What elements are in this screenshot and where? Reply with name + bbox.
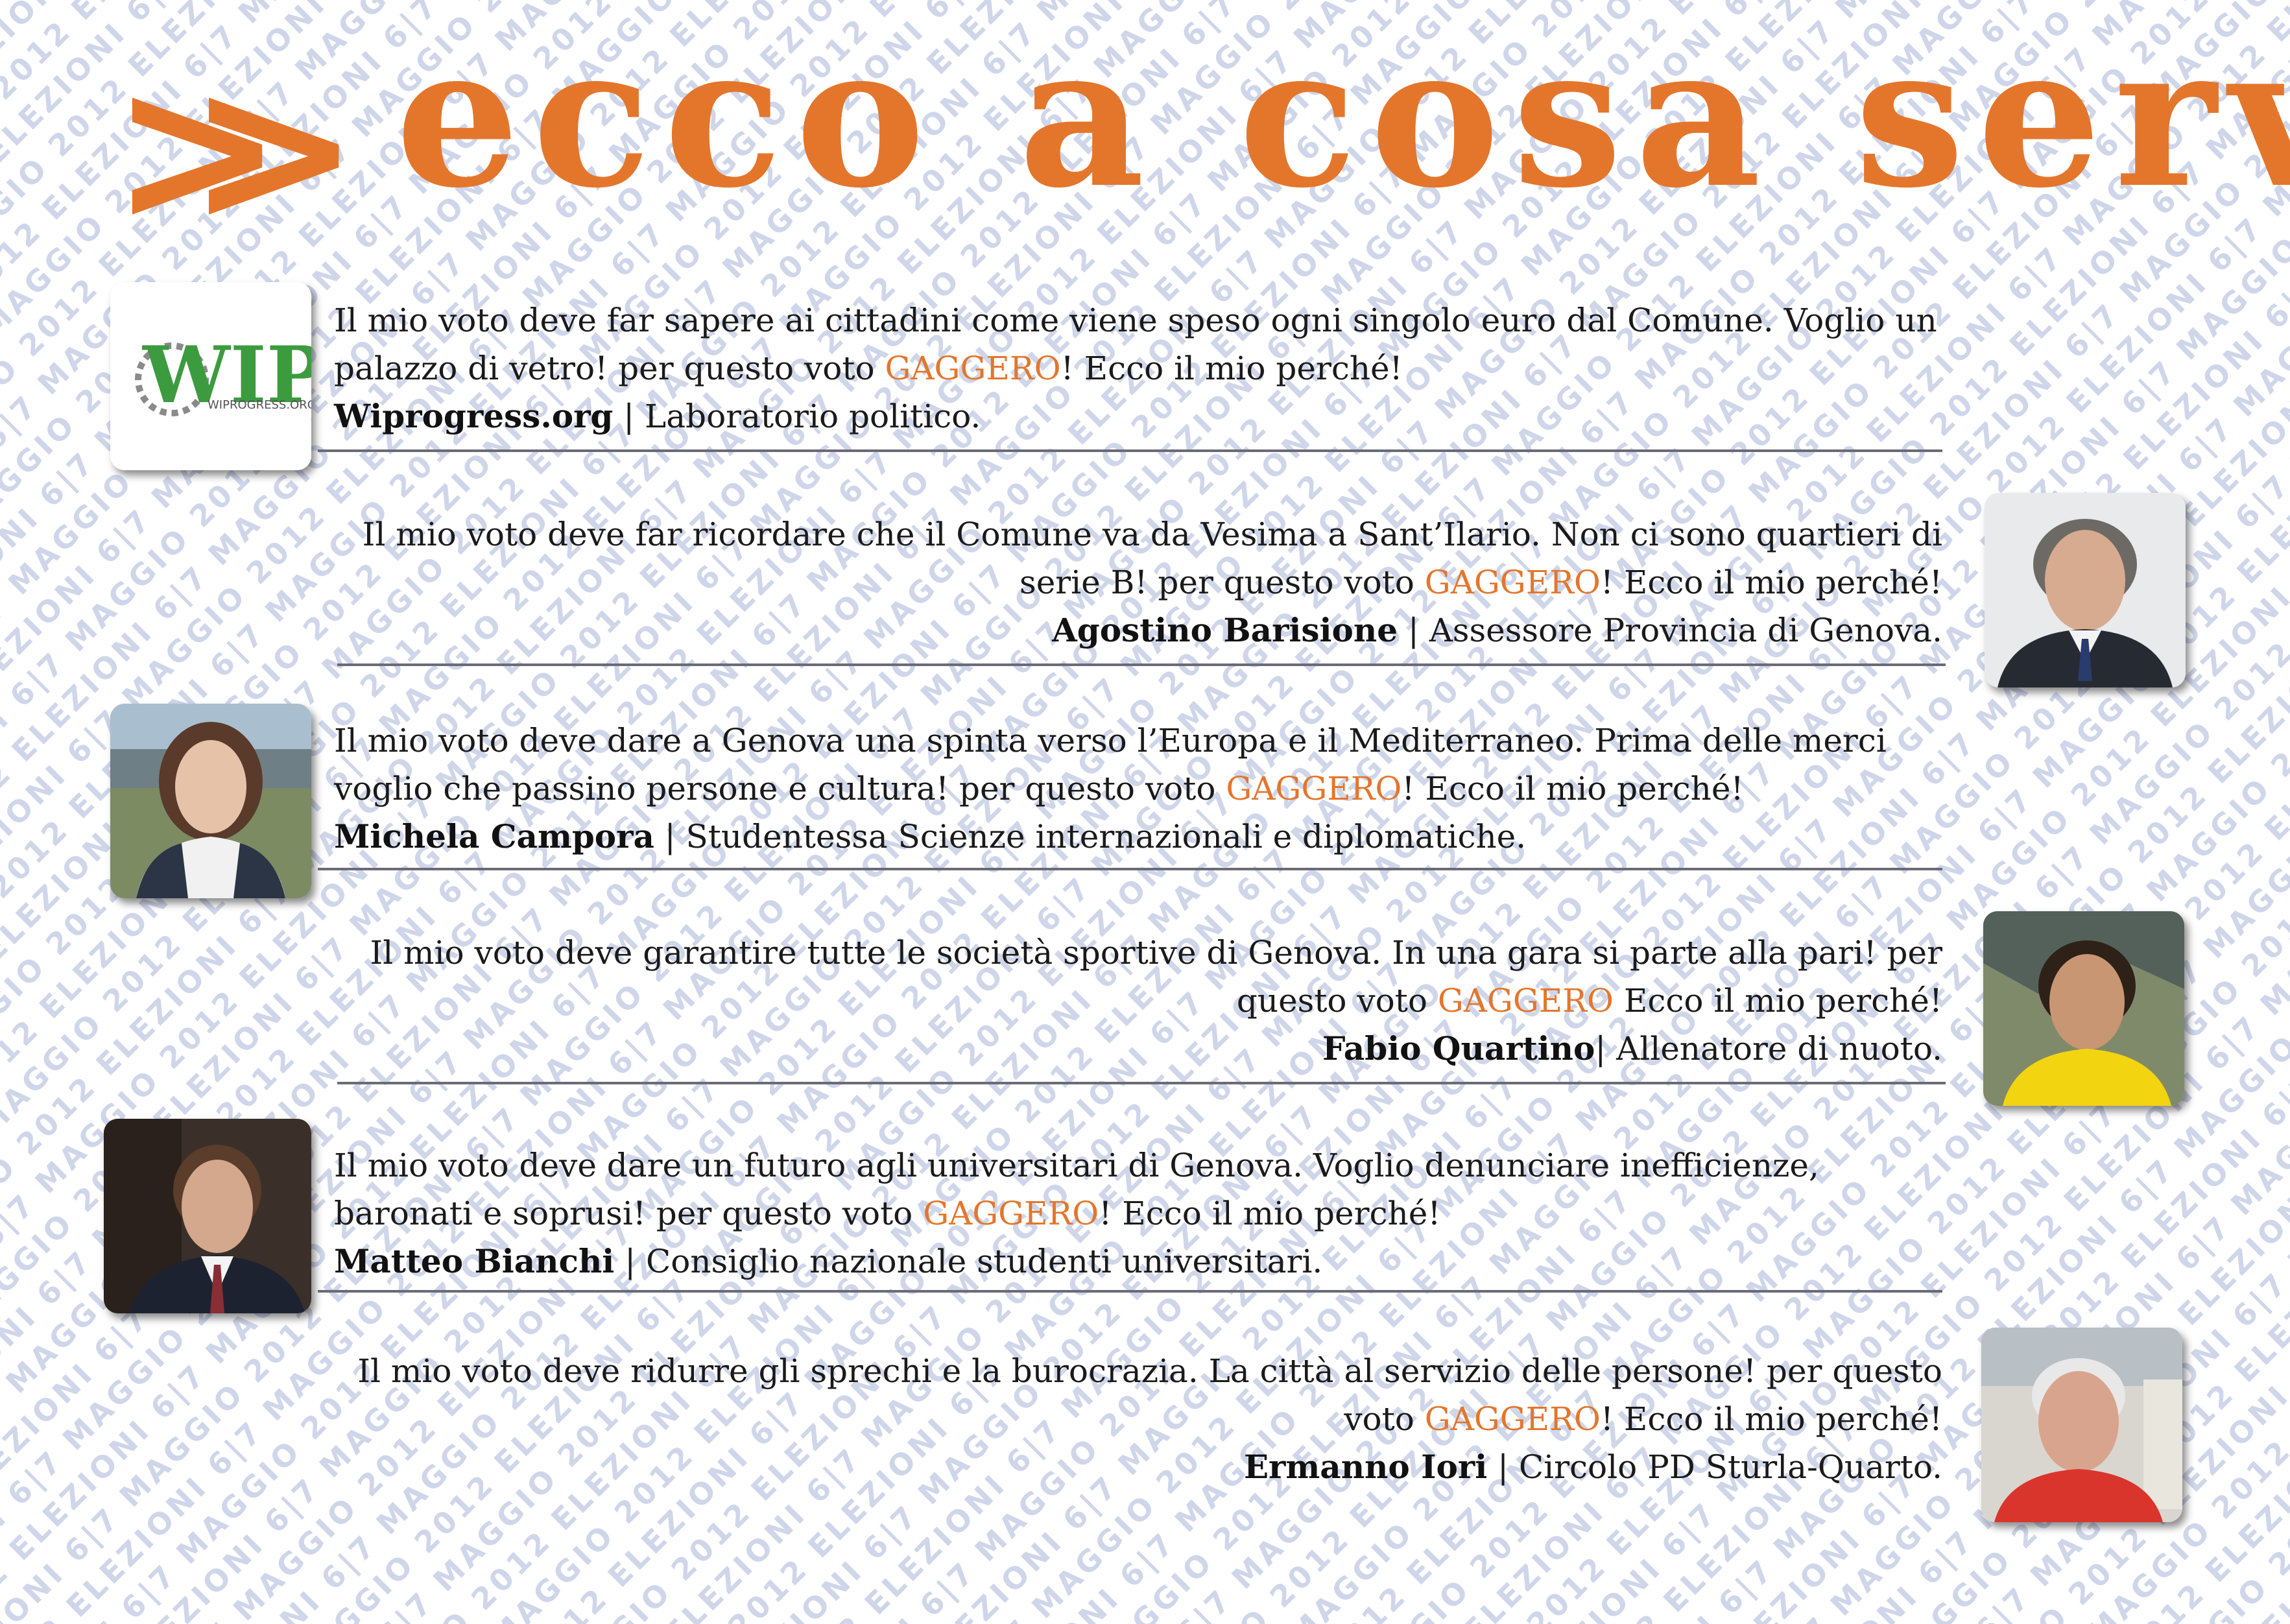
watermark-line: 6|7 MAGGIO 2012 ELEZIONI 6|7 MAGGIO 2012 ELEZIONI 6|7 MAGGIO 2012 ELEZIONI (228, 0, 2290, 1624)
author-role: Laboratorio politico. (645, 398, 981, 435)
watermark-line: ELEZIONI MAGGIO 2012 ELEZIONI 6|7 MAGGIO 2012 ELEZIONI (0, 0, 2290, 1624)
watermark-line: ELEZIONI 6|7 MAGGIO 2012 ELEZIONI 2012 ELEZIONI (255, 0, 2290, 1624)
page-title: ecco a cosa serve (396, 19, 2290, 214)
svg-text:WIPROGRESS.ORG: WIPROGRESS.ORG (208, 398, 311, 412)
watermark-line: 2012 6|7 MAGGIO 2012 ELEZIONI 6|7 MAGGIO 2012 (0, 0, 2290, 1624)
watermark-line: 2012 (739, 0, 2290, 1624)
candidate-name: GAGGERO (923, 1195, 1099, 1232)
watermark-line: MAGGIO 2012 ELEZIONI 6|7 MAGGIO 2012 ELEZIONI 6|7 MAGGIO 2012 6|7 MAGGIO (84, 0, 2290, 1624)
watermark-line: 6|7 MAGGIO 2012 ELEZIONI 6|7 MAGGIO 2012 ELEZIONI 6|7 MAGGIO 2012 ELEZIONI 6|7 MAGGIO 2012 ELEZIONI (0, 0, 2290, 1624)
double-chevron-icon: >> (110, 45, 263, 253)
watermark-line: 2012 ELEZIONI 6|7 MAGGIO 2012 ELEZIONI 6|7 MAGGIO 2012 ELEZIONI 6|7 MAGGIO 2012 ELEZIONI 6|7 MAGGIO (0, 0, 2290, 1624)
watermark-line: 6|7 MAGGIO 2012 ELEZIONI 6|7 MAGGIO 2012 ELEZIONI 6|7 MAGGIO 2012 ELEZIONI 6|7 MAGGIO 2012 ELEZIONI (0, 0, 2290, 1624)
candidate-name: GAGGERO (1425, 564, 1601, 601)
author-name: Matteo Bianchi (334, 1242, 614, 1280)
watermark-line: ELEZIONI 6|7 MAGGIO 2012 ELEZIONI 6|7 (512, 0, 2290, 1624)
watermark-line: ELEZIONI 6|7 MAGGIO 2012 ELEZIONI 6|7 MAGGIO 2012 ELEZIONI 6|7 MAGGIO 2012 ELEZIONI 6|7 MAGGIO 2012 (0, 0, 2290, 1624)
watermark-line: MAGGIO ELEZIONI 6|7 MAGGIO 2012 ELEZIONI 6|7 MAGGIO 2012 ELEZIONI 6|7 MAGGIO (0, 0, 2290, 1624)
author-name: Michela Campora (334, 817, 654, 855)
watermark-line: MAGGIO 2012 ELEZIONI 6|7 MAGGIO 2012 ELEZIONI 6|7 MAGGIO 2012 ELEZIONI 6|7 MAGGIO 2012 ELEZIONI 6|7 (0, 0, 2290, 1624)
watermark-line: 6|7 MAGGIO 2012 ELEZIONI 6|7 2012 (312, 0, 2290, 1624)
watermark-line: 2012 ELEZIONI 6|7 MAGGIO 2012 ELEZIONI 6|7 MAGGIO 2012 ELEZIONI 6|7 MAGGIO 2012 ELEZIONI 6|7 MAGGIO (0, 0, 2290, 1624)
statement: Il mio voto deve dare un futuro agli universitari di Genova. Voglio denunciare inefficienze, baronati e soprusi! per questo voto GAGGERO! Ecco il mio perché! (334, 1141, 1942, 1237)
statement: Il mio voto deve dare a Genova una spinta verso l’Europa e il Mediterraneo. Prima delle merci voglio che passino persone e cultura! per questo voto GAGGERO! Ecco il mio perché! (334, 717, 1942, 813)
author-role: Assessore Provincia di Genova. (1429, 612, 1942, 649)
candidate-name: GAGGERO (1226, 770, 1401, 807)
watermark-line: ELEZIONI 6|7 MAGGIO 2012 ELEZIONI 6|7 MAGGIO 2012 ELEZIONI 6|7 MAGGIO ELEZIONI 6|7 (113, 0, 2290, 1624)
candidate-name: GAGGERO (1438, 982, 1614, 1020)
author-name: Wiprogress.org (334, 397, 613, 435)
watermark-line: 6|7 MAGGIO 2012 ELEZIONI 6|7 MAGGIO 2012 ELEZIONI 6|7 MAGGIO 2012 ELEZIONI 6|7 MAGGIO (0, 0, 2290, 1624)
watermark-line: ELEZIONI 6|7 MAGGIO 2012 ELEZIONI 6|7 MAGGIO 2012 ELEZIONI (0, 0, 2290, 1624)
watermark-line: 6|7 MAGGIO 2012 ELEZIONI (626, 0, 2290, 1624)
author-name: Agostino Barisione (1052, 611, 1398, 649)
watermark-line: ELEZIONI 6|7 MAGGIO 2012 ELEZIONI 6|7 MAGGIO 2012 (0, 0, 2280, 1624)
watermark-line: MAGGIO 2012 6|7 MAGGIO 2012 ELEZIONI 6|7 MAGGIO 2012 ELEZIONI (0, 0, 2290, 1624)
signature: Agostino Barisione | Assessore Provincia di Genova. (334, 606, 1942, 654)
watermark-line: MAGGIO 6|7 MAGGIO (425, 0, 2290, 1624)
watermark-line: ELEZIONI 6|7 MAGGIO 2012 ELEZIONI 6|7 MAGGIO 2012 ELEZIONI 6|7 MAGGIO 2012 ELEZIONI 6|7 MAGGIO 2012 (0, 0, 2290, 1624)
statement: Il mio voto deve ridurre gli sprechi e la burocrazia. La città al servizio delle persone! per questo voto GAGGERO! Ecco il mio perché! (334, 1347, 1942, 1443)
watermark-line: MAGGIO 2012 ELEZIONI 6|7 MAGGIO 2012 ELEZIONI 6|7 MAGGIO 2012 ELEZIONI 6|7 MAGGIO (0, 0, 2290, 1624)
signature: Fabio Quartino| Allenatore di nuoto. (334, 1025, 1942, 1073)
watermark-line: MAGGIO 2012 ELEZIONI (682, 0, 2290, 1624)
watermark-line: 2012 ELEZIONI 2012 ELEZIONI 6|7 MAGGIO 2012 ELEZIONI 6|7 (0, 0, 2290, 1624)
watermark-line: 2012 ELEZIONI 6|7 MAGGIO 2012 MAGGIO 2012 (341, 0, 2290, 1624)
watermark-line: 2012 ELEZIONI 6|7 MAGGIO 2012 ELEZIONI 6|7 MAGGIO 2012 ELEZIONI 6|7 (141, 0, 2290, 1624)
author-role: Circolo PD Sturla-Quarto. (1519, 1448, 1942, 1486)
statement: Il mio voto deve far ricordare che il Comune va da Vesima a Sant’Ilario. Non ci sono quartieri di serie B! per questo voto GAGGERO! Ecco il mio perché! (334, 510, 1942, 606)
statement: Il mio voto deve far sapere ai cittadini come viene speso ogni singolo euro dal Comune. Voglio un palazzo di vetro! per questo voto GAGGERO! Ecco il mio perché! (334, 296, 1942, 392)
author-role: Allenatore di nuoto. (1616, 1030, 1942, 1068)
watermark-line: 2012 ELEZIONI 6|7 (540, 0, 2290, 1624)
watermark-line: ELEZIONI 6|7 MAGGIO ELEZIONI 6|7 MAGGIO 2012 ELEZIONI 6|7 MAGGIO 2012 ELEZIONI 6|7 MAGGIO 2012 (0, 0, 2290, 1624)
watermark-line: 6|7 MAGGIO 2012 ELEZIONI 6|7 MAGGIO (369, 0, 2290, 1624)
watermark-line: MAGGIO 2012 MAGGIO 2012 ELEZIONI 6|7 MAGGIO 2012 ELEZIONI (0, 0, 2290, 1624)
watermark-line: 2012 ELEZIONI 6|7 MAGGIO 2012 ELEZIONI 6|7 MAGGIO 2012 ELEZIONI 6|7 MAGGIO 2012 ELEZIONI 6|7 MAGGIO (0, 0, 2290, 1624)
signature: Matteo Bianchi | Consiglio nazionale studenti universitari. (334, 1237, 1942, 1285)
watermark-line: 6|7 ELEZIONI (569, 0, 2290, 1624)
signature: Wiprogress.org | Laboratorio politico. (334, 392, 1942, 440)
author-role: Studentessa Scienze internazionali e diplomatiche. (686, 818, 1527, 855)
signature: Ermanno Iori | Circolo PD Sturla-Quarto. (334, 1443, 1942, 1491)
author-name: Fabio Quartino (1322, 1029, 1595, 1068)
watermark-line: 6|7 MAGGIO 2012 ELEZIONI 6|7 MAGGIO 2012 ELEZIONI 6|7 MAGGIO 2012 ELEZIONI 6|7 MAGGIO 2012 ELEZIONI (0, 0, 2290, 1624)
watermark-line: ELEZIONI 6|7 MAGGIO 2012 ELEZIONI 6|7 MAGGIO (455, 0, 2290, 1624)
watermark-line: MAGGIO 2012 ELEZIONI 6|7 MAGGIO 2012 ELEZIONI 6|7 MAGGIO 2012 ELEZIONI 6|7 MAGGIO 2012 ELEZIONI 6|7 (0, 0, 2290, 1624)
author-name: Ermanno Iori (1244, 1448, 1487, 1486)
watermark-line: 2012 ELEZIONI 6|7 MAGGIO 2012 MAGGIO (398, 0, 2290, 1624)
watermark-line: 2012 ELEZIONI (596, 0, 2290, 1624)
watermark-line: ELEZIONI 6|7 MAGGIO 2012 ELEZIONI 6|7 MAGGIO 2012 ELEZIONI 6|7 MAGGIO 2012 ELEZIONI 6|7 MAGGIO 2012 (0, 0, 2290, 1624)
candidate-name: GAGGERO (885, 350, 1061, 387)
watermark-line: ELEZIONI 6|7 MAGGIO 2012 ELEZIONI 6|7 MAGGIO 2012 ELEZIONI 6|7 MAGGIO 2012 ELEZIONI 6|7 MAGGIO (57, 0, 2290, 1624)
watermark-line: ELEZIONI 6|7 MAGGIO 2012 ELEZIONI 6|7 2012 ELEZIONI (198, 0, 2290, 1624)
watermark-line: 6|7 MAGGIO 2012 ELEZIONI 6|7 MAGGIO 2012 ELEZIONI 6|7 MAGGIO 2012 ELEZIONI 6|7 MAGGIO 2012 (0, 0, 2290, 1624)
svg-text:WIP: WIP (141, 329, 311, 421)
candidate-name: GAGGERO (1425, 1400, 1601, 1438)
watermark-line: MAGGIO 6|7 MAGGIO (483, 0, 2290, 1624)
watermark-line: MAGGIO 2012 ELEZIONI 6|7 MAGGIO 2012 ELEZIONI 6|7 MAGGIO 6|7 MAGGIO (27, 0, 2290, 1624)
watermark-line: MAGGIO 2012 ELEZIONI 6|7 MAGGIO 2012 ELEZIONI 6|7 MAGGIO 2012 ELEZIONI 6|7 MAGGIO 2012 ELEZIONI 6|7 MAGGIO (0, 0, 2290, 1624)
watermark-line: ELEZIONI 6|7 MAGGIO 2012 ELEZIONI 6|7 MAGGIO 2012 ELEZIONI 6|7 MAGGIO 2012 ELEZIONI 6|7 MAGGIO 2012 ELEZIONI (0, 0, 2290, 1624)
watermark-line: 6|7 MAGGIO 6|7 MAGGIO 2012 ELEZIONI 6|7 MAGGIO 2012 ELEZIONI 6|7 MAGGIO 2012 (0, 0, 2290, 1624)
watermark-line: 6|7 MAGGIO 2012 ELEZIONI 6|7 MAGGIO 2012 ELEZIONI 6|7 ELEZIONI (171, 0, 2290, 1624)
signature: Michela Campora | Studentessa Scienze internazionali e diplomatiche. (334, 813, 1942, 861)
watermark-line: ELEZIONI 6|7 2012 ELEZIONI 6|7 MAGGIO 2012 ELEZIONI 6|7 MAGGIO 2012 ELEZIONI 6|7 MAGGIO (0, 0, 2290, 1624)
author-role: Consiglio nazionale studenti universitari. (646, 1243, 1322, 1280)
statement: Il mio voto deve garantire tutte le società sportive di Genova. In una gara si parte alla pari! per questo voto GAGGERO Ecco il mio perché! (334, 929, 1942, 1025)
watermark-line: 2012 ELEZIONI 6|7 2012 ELEZIONI 6|7 MAGGIO 2012 ELEZIONI 6|7 MAGGIO 2012 ELEZIONI 6|7 MAGGIO (0, 0, 2290, 1624)
watermark-line: 6|7 MAGGIO 2012 ELEZIONI 6|7 MAGGIO 2012 ELEZIONI 6|7 MAGGIO 2012 ELEZIONI 6|7 MAGGIO 2012 ELEZIONI 6|7 (0, 0, 2290, 1624)
watermark-line: 6|7 MAGGIO 2012 ELEZIONI 6|7 MAGGIO 2012 ELEZIONI 6|7 MAGGIO 2012 ELEZIONI 6|7 (0, 0, 2290, 1624)
watermark-line: ELEZIONI 6|7 2012 ELEZIONI 6|7 MAGGIO 2012 ELEZIONI 6|7 MAGGIO 2012 ELEZIONI 6|7 (0, 0, 2290, 1624)
watermark-line: MAGGIO 2012 ELEZIONI 6|7 MAGGIO 2012 ELEZIONI 6|7 MAGGIO 2012 ELEZIONI (284, 0, 2290, 1624)
